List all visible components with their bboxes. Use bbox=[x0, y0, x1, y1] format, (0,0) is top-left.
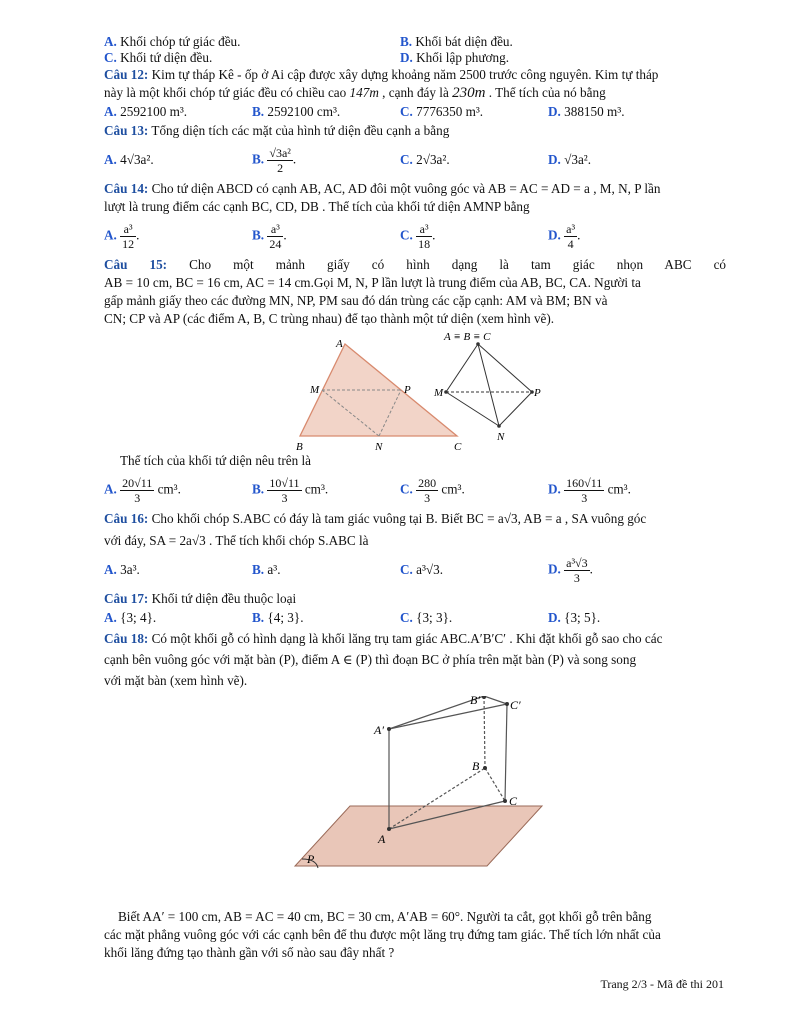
q15-label-n2: N bbox=[497, 431, 505, 443]
q17-option-b: B. {4; 3}. bbox=[252, 610, 304, 625]
q18-plane-p bbox=[295, 806, 542, 866]
q15-line1: Câu 15: Cho một mảnh giấy có hình dạng là tam giác nhọn ABC có bbox=[104, 257, 727, 272]
q12-option-b: B. 2592100 cm³. bbox=[252, 104, 341, 119]
q15-point-n2 bbox=[497, 424, 501, 428]
q12-options bbox=[104, 102, 726, 122]
q15-question: Thể tích của khối tứ diện nêu trên là bbox=[120, 453, 311, 468]
q18-line6: khối lăng đứng tạo thành gần với số nào sau đây nhất ? bbox=[104, 945, 395, 960]
q11-option-c: C. Khối tứ diện đều. bbox=[104, 50, 213, 65]
q13-option-d: D. √3a². bbox=[548, 152, 592, 167]
q18-figure bbox=[104, 696, 726, 904]
q18-point-a bbox=[387, 827, 391, 831]
exam-page bbox=[104, 34, 726, 962]
q16-option-b: B. a³. bbox=[252, 562, 281, 577]
q15-label-m: M bbox=[310, 384, 320, 396]
q13-options bbox=[104, 140, 726, 180]
q13-option-a: A. 4√3a². bbox=[104, 152, 154, 167]
q14-line1: Câu 14: Cho tứ diện ABCD có cạnh AB, AC, AD đôi một vuông góc và AB = AC = AD = a , M, N, P lần bbox=[104, 181, 661, 196]
q18-point-a1 bbox=[387, 727, 391, 731]
q17-option-c: C. {3; 3}. bbox=[400, 610, 453, 625]
q18-line4: Biết AA′ = 100 cm, AB = AC = 40 cm, BC = 30 cm, A′AB = 60°. Người ta cắt, gọt khối gỗ trên bằng bbox=[118, 909, 652, 924]
q15-label-abc: A ≡ B ≡ C bbox=[444, 331, 491, 343]
q18-point-b1 bbox=[482, 696, 486, 699]
q14-option-d: D. $\frac{\text{a³}}{4}$ . bbox=[548, 221, 581, 251]
q15-point-m2 bbox=[444, 390, 448, 394]
q15-label-m2: M bbox=[434, 387, 444, 399]
q15-label-n: N bbox=[375, 441, 383, 452]
q17-option-d: D. {3; 5}. bbox=[548, 610, 601, 625]
q18-point-b bbox=[483, 766, 487, 770]
q11-option-d: D. Khối lập phương. bbox=[400, 50, 509, 65]
q18-point-c bbox=[503, 799, 507, 803]
q16-option-c: C. a³√3. bbox=[400, 562, 444, 577]
q18-line3: với mặt bàn (xem hình vẽ). bbox=[104, 673, 248, 688]
q15-tetrahedron bbox=[446, 344, 532, 426]
q16-line2: với đáy, SA = 2a√3 . Thể tích khối chóp S.ABC là bbox=[104, 533, 369, 548]
q17-stem: Câu 17: Khối tứ diện đều thuộc loại bbox=[104, 591, 297, 606]
q15-option-b: B. $\frac{10√11}{3}$ cm³. bbox=[252, 475, 329, 505]
q15-line4: CN; CP và AP (các điểm A, B, C trùng nhau) để tạo thành một tứ diện (xem hình vẽ). bbox=[104, 311, 555, 326]
q18-label-a: A bbox=[378, 832, 386, 846]
q18-label-a1: A′ bbox=[374, 723, 384, 737]
q14-option-a: A. $\frac{\text{a³}}{12}$ . bbox=[104, 221, 140, 251]
q13-option-c: C. 2√3a². bbox=[400, 152, 450, 167]
q15-option-a: A. $\frac{20√11}{3}$ cm³. bbox=[104, 475, 181, 505]
q12-option-a: A. 2592100 m³. bbox=[104, 104, 188, 119]
q14-option-b: B. $\frac{\text{a³}}{24}$ . bbox=[252, 221, 287, 251]
q16-option-a: A. 3a³. bbox=[104, 562, 140, 577]
q15-line3: gấp mảnh giấy theo các đường MN, NP, PM sau đó dán trùng các cặp cạnh: AM và BM; BN và bbox=[104, 293, 608, 308]
q11-option-b: B. Khối bát diện đều. bbox=[400, 34, 513, 49]
q11-option-a: A. Khối chóp tứ giác đều. bbox=[104, 34, 241, 49]
q18-line5: các mặt phẳng vuông góc với các cạnh bên để thu được một lăng trụ đứng tam giác. Thể tích lớn nhất của bbox=[104, 927, 661, 942]
q18-line1: Câu 18: Có một khối gỗ có hình dạng là khối lăng trụ tam giác ABC.A′B′C′ . Khi đặt khối gỗ sao cho các bbox=[104, 631, 663, 646]
q18-label-b1: B′ bbox=[470, 696, 480, 707]
q13-option-b: B. $\frac{\text{√3a²}}{2}$ . bbox=[252, 145, 297, 175]
page-footer: Trang 2/3 - Mã đề thi 201 bbox=[600, 977, 724, 991]
q18-label-c1: C′ bbox=[510, 698, 521, 712]
q18-line2: cạnh bên vuông góc với mặt bàn (P), điểm A ∈ (P) thì đoạn BC ở phía trên mặt bàn (P) và song song bbox=[104, 652, 637, 667]
q12-line1: Câu 12: Kim tự tháp Kê - ốp ở Ai cập được xây dựng khoảng năm 2500 trước công nguyên. Kim tự tháp bbox=[104, 67, 659, 82]
q15-option-c: C. $\frac{280}{3}$ cm³. bbox=[400, 475, 465, 505]
q14-options bbox=[104, 216, 726, 256]
q11-options-row1 bbox=[104, 34, 726, 50]
q14-line2: lượt là trung điểm các cạnh BC, CD, DB . Thể tích của khối tứ diện AMNP bằng bbox=[104, 199, 530, 214]
q16-options bbox=[104, 550, 726, 590]
q13-stem: Câu 13: Tổng diện tích các mặt của hình tứ diện đều cạnh a bằng bbox=[104, 123, 450, 138]
q15-label-p: P bbox=[404, 384, 411, 396]
q15-options bbox=[104, 470, 726, 510]
q17-options bbox=[104, 608, 726, 628]
q16-line1: Câu 16: Cho khối chóp S.ABC có đáy là tam giác vuông tại B. Biết BC = a√3, AB = a , SA vuông góc bbox=[104, 511, 647, 526]
q15-figure bbox=[104, 330, 726, 452]
q12-line2: này là một khối chóp tứ giác đều có chiều cao 147m , cạnh đáy là 230m . Thể tích của nó bằng bbox=[104, 85, 606, 101]
q15-label-b: B bbox=[296, 441, 303, 452]
q15-label-p2: P bbox=[534, 387, 541, 399]
q16-option-d: D. $\frac{\text{a³√3}}{3}$ . bbox=[548, 555, 593, 585]
q12-option-d: D. 388150 m³. bbox=[548, 104, 625, 119]
q11-options-row2 bbox=[104, 50, 726, 66]
q17-option-a: A. {3; 4}. bbox=[104, 610, 157, 625]
q14-option-c: C. $\frac{\text{a³}}{18}$ . bbox=[400, 221, 436, 251]
q18-point-c1 bbox=[505, 702, 509, 706]
q18-label-p: P bbox=[307, 852, 315, 866]
q15-label-a: A bbox=[336, 338, 343, 350]
q18-label-c: C bbox=[509, 794, 518, 808]
q12-option-c: C. 7776350 m³. bbox=[400, 104, 484, 119]
q15-line2: AB = 10 cm, BC = 16 cm, AC = 14 cm.Gọi M, N, P lần lượt là trung điểm của AB, BC, CA. Người ta bbox=[104, 275, 641, 290]
q15-label-c: C bbox=[454, 441, 462, 452]
q18-label-b: B bbox=[472, 759, 480, 773]
q15-option-d: D. $\frac{160√11}{3}$ cm³. bbox=[548, 475, 631, 505]
